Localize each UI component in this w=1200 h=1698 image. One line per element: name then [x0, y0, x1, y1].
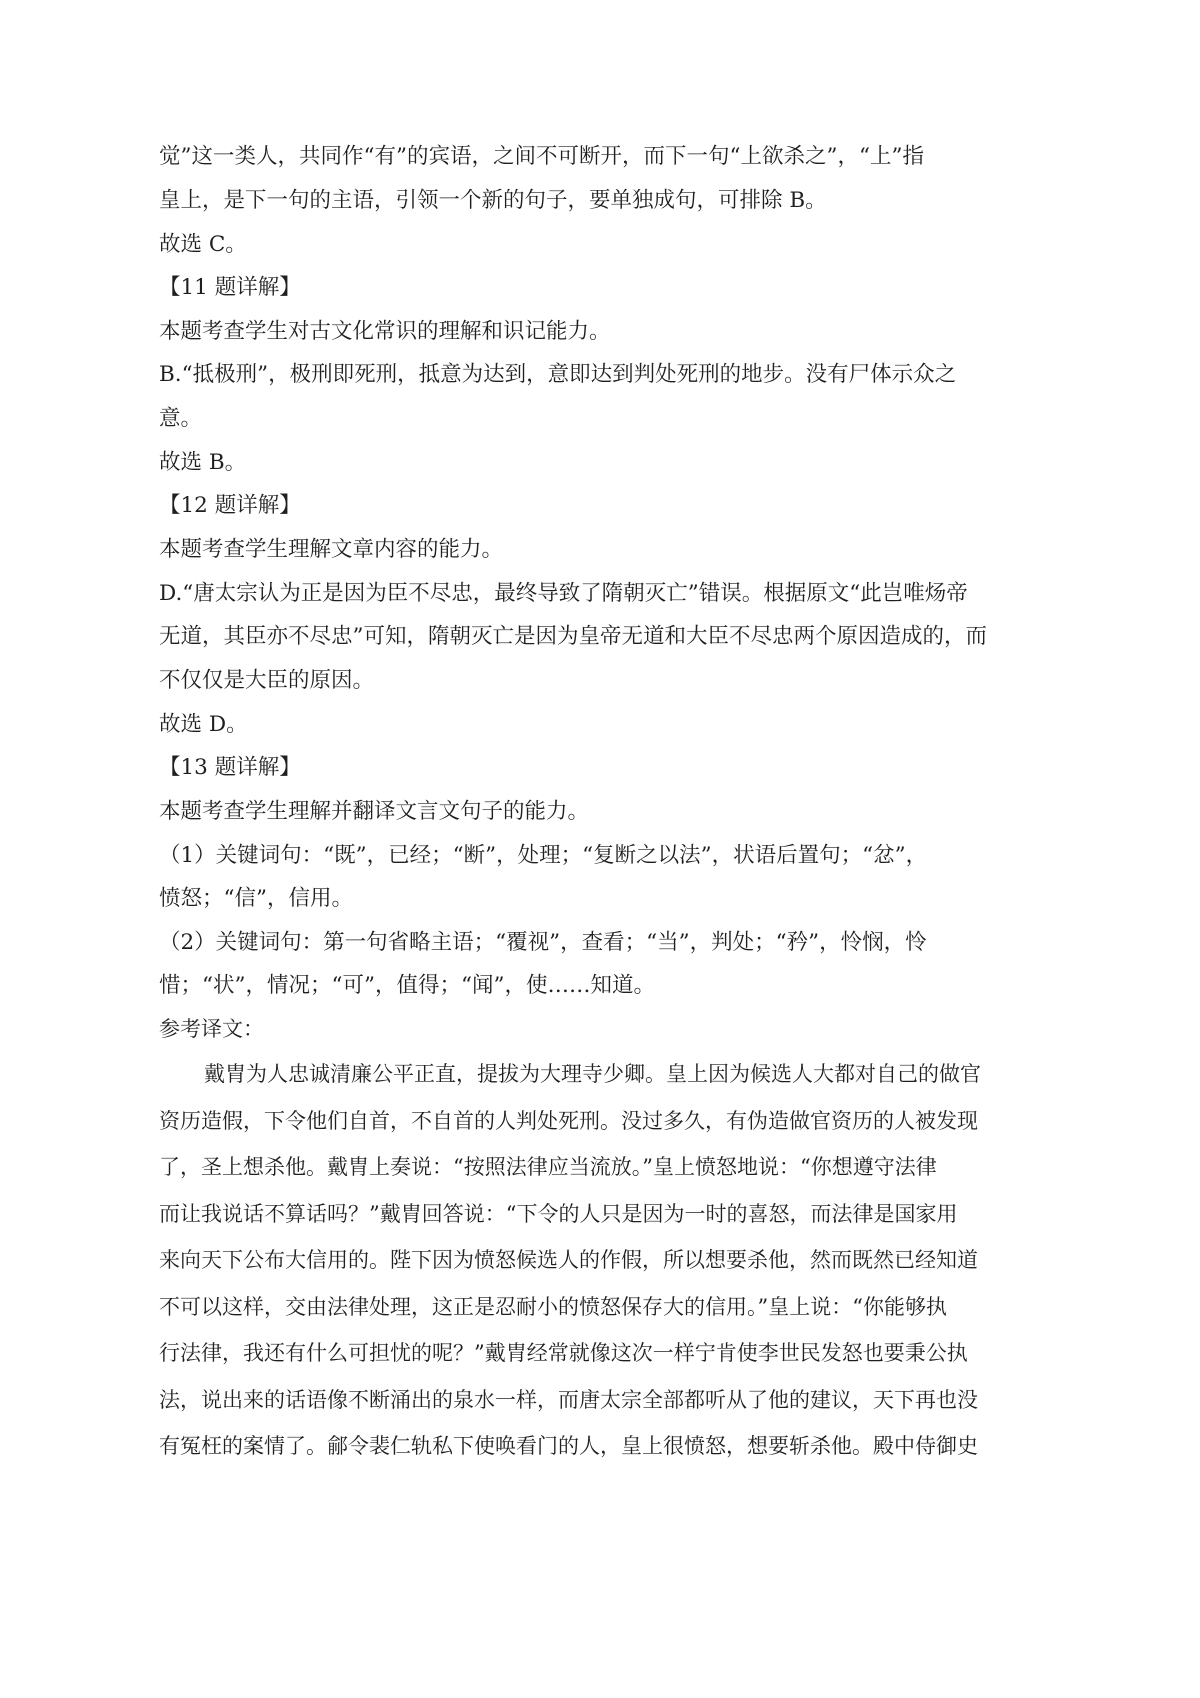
translation-heading: 参考译文： [159, 1017, 264, 1041]
section-heading-11: 【11 题详解】 [159, 275, 301, 300]
explanation-line: D.“唐太宗认为正是因为臣不尽忠，最终导致了隋朝灭亡”错误。根据原文“此岂唯炀帝 [159, 581, 968, 606]
explanation-line: 本题考查学生理解并翻译文言文句子的能力。 [159, 799, 590, 824]
section-heading-13: 【13 题详解】 [159, 755, 301, 780]
explanation-line: 愤怒；“信”，信用。 [159, 886, 353, 911]
section-heading-12: 【12 题详解】 [159, 493, 301, 518]
translation-line: 不可以这样，交由法律处理，这正是忍耐小的愤怒保存大的信用。”皇上说：“你能够执 [159, 1295, 947, 1319]
translation-line: 有冤枉的案情了。鄃令裴仁轨私下使唤看门的人，皇上很愤怒，想要斩杀他。殿中侍御史 [159, 1434, 978, 1458]
explanation-line: 觉”这一类人，共同作“有”的宾语，之间不可断开，而下一句“上欲杀之”，“上”指 [159, 144, 924, 169]
explanation-line: 不仅仅是大臣的原因。 [159, 668, 375, 693]
translation-line: 戴胄为人忠诚清廉公平正直，提拔为大理寺少卿。皇上因为候选人大都对自己的做官 [204, 1062, 981, 1086]
translation-line: 了，圣上想杀他。戴胄上奏说：“按照法律应当流放。”皇上愤怒地说：“你想遵守法律 [159, 1155, 937, 1179]
explanation-line: 无道，其臣亦不尽忠”可知，隋朝灭亡是因为皇帝无道和大臣不尽忠两个原因造成的，而 [159, 624, 987, 649]
translation-line: 法，说出来的话语像不断涌出的泉水一样，而唐太宗全部都听从了他的建议，天下再也没 [159, 1388, 978, 1412]
conclusion-line: 故选 D。 [159, 712, 248, 737]
explanation-line: 皇上，是下一句的主语，引领一个新的句子，要单独成句，可排除 B。 [159, 188, 827, 213]
translation-line: 行法律，我还有什么可担忧的呢？”戴胄经常就像这次一样宁肯使李世民发怒也要秉公执 [159, 1341, 968, 1365]
explanation-line: 本题考查学生对古文化常识的理解和识记能力。 [159, 319, 611, 344]
explanation-line: （1）关键词句：“既”，已经；“断”，处理；“复断之以法”，状语后置句；“忿”， [159, 843, 928, 868]
explanation-line: 惜；“状”，情况；“可”，值得；“闻”，使……知道。 [159, 973, 655, 998]
conclusion-line: 故选 B。 [159, 450, 247, 475]
explanation-line: B.“抵极刑”，极刑即死刑，抵意为达到，意即达到判处死刑的地步。没有尸体示众之 [159, 362, 957, 387]
translation-line: 来向天下公布大信用的。陛下因为愤怒候选人的作假，所以想要杀他，然而既然已经知道 [159, 1248, 978, 1272]
conclusion-line: 故选 C。 [159, 232, 247, 257]
translation-line: 资历造假，下令他们自首，不自首的人判处死刑。没过多久，有伪造做官资历的人被发现 [159, 1109, 978, 1133]
explanation-line: 意。 [159, 406, 203, 431]
explanation-line: （2）关键词句：第一句省略主语；“覆视”，查看；“当”，判处；“矜”，怜悯，怜 [159, 930, 927, 955]
explanation-line: 本题考查学生理解文章内容的能力。 [159, 537, 504, 562]
translation-line: 而让我说话不算话吗？”戴胄回答说：“下令的人只是因为一时的喜怒，而法律是国家用 [159, 1202, 958, 1226]
